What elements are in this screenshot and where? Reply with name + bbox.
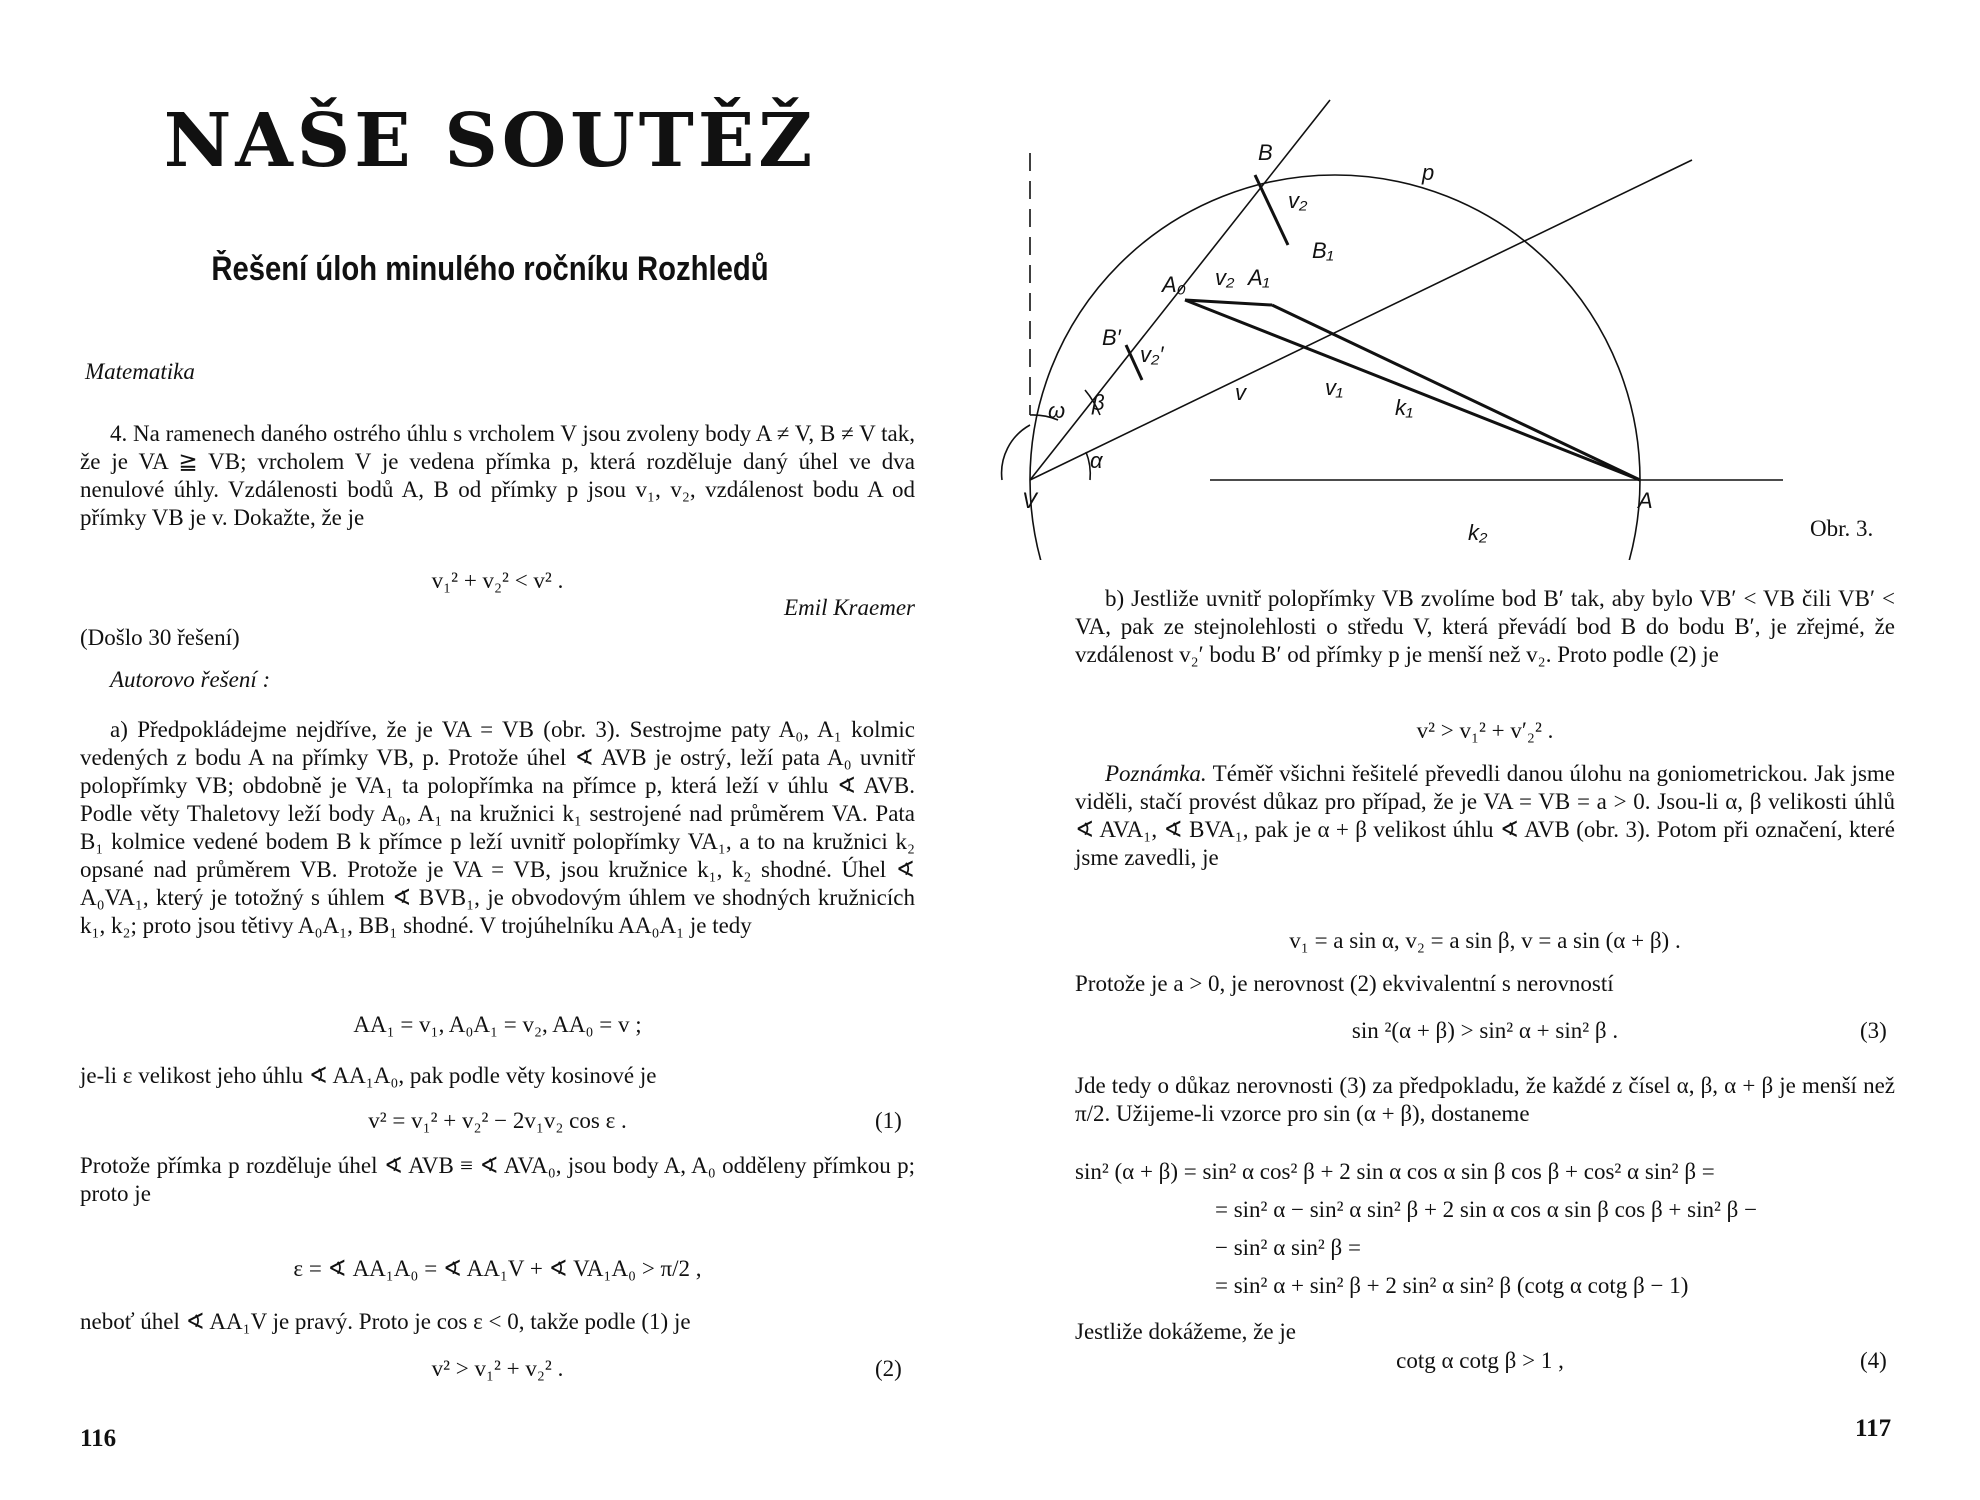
label-k1: k₁ bbox=[1395, 395, 1413, 420]
equation-1-number: (1) bbox=[875, 1108, 902, 1133]
expansion-line-2: = sin² α − sin² α sin² β + 2 sin α cos α sin β cos β + sin² β − bbox=[1215, 1197, 1758, 1222]
label-A0: A₀ bbox=[1162, 272, 1186, 297]
label-p: p bbox=[1422, 160, 1435, 185]
text-jestlize: Jestliže dokážeme, že je bbox=[1075, 1319, 1296, 1344]
equation-epsilon: ε = ∢ AA₁A₀ = ∢ AA₁V + ∢ VA₁A₀ > π/2 , bbox=[293, 1256, 702, 1281]
line-p bbox=[1030, 160, 1692, 480]
expansion-line-4: = sin² α + sin² β + 2 sin² α sin² β (cotg α cotg β − 1) bbox=[1215, 1273, 1689, 1298]
label-v2b: v₂ bbox=[1215, 265, 1235, 290]
equation-v: v₁ = a sin α, v₂ = a sin β, v = a sin (α + β) . bbox=[1289, 928, 1681, 953]
author-name: Emil Kraemer bbox=[784, 595, 915, 620]
equation-1: v² = v₁² + v₂² − 2v₁v₂ cos ε . bbox=[368, 1108, 627, 1133]
right-page bbox=[990, 0, 1980, 1500]
label-A: A bbox=[1638, 488, 1653, 513]
equation-2: v² > v₁² + v₂² . bbox=[431, 1356, 564, 1381]
page-title: NAŠE SOUTĚŽ bbox=[163, 98, 817, 184]
note-text: Téměř všichni řešitelé převedli danou úlohu na goniometrickou. Jak jsme viděli, stačí provést důkaz pro případ, že je VA = VB = a > 0. Jsou-li α, β velikosti úhlů ∢ AVA₁, ∢ BVA₁, pak je α + β velikost úhlu ∢ AVB (obr. 3). Potom při označení, které jsme zavedli, je bbox=[1075, 761, 1895, 870]
equation-4: cotg α cotg β > 1 , bbox=[1396, 1348, 1564, 1373]
figure-caption: Obr. 3. bbox=[1810, 516, 1874, 541]
problem-formula: v₁² + v₂² < v² . bbox=[431, 568, 564, 593]
label-v2: v₂ bbox=[1288, 188, 1308, 213]
segment-v bbox=[1185, 300, 1640, 480]
page-subtitle: Řešení úloh minulého ročníku Rozhledů bbox=[211, 250, 769, 288]
expansion-line-1: sin² (α + β) = sin² α cos² β + 2 sin α cos α sin β cos β + cos² α sin² β = bbox=[1075, 1159, 1715, 1184]
equation-3-number: (3) bbox=[1860, 1018, 1887, 1043]
label-B1: B₁ bbox=[1312, 238, 1334, 263]
text-nebot: neboť úhel ∢ AA₁V je pravý. Proto je cos ε < 0, takže podle (1) je bbox=[80, 1309, 691, 1334]
label-V: V bbox=[1022, 488, 1037, 513]
circle-k2-arc bbox=[1030, 480, 1640, 560]
note-block bbox=[1075, 760, 1895, 872]
equation-4-number: (4) bbox=[1860, 1348, 1887, 1373]
note-label: Poznámka. bbox=[1105, 761, 1207, 786]
right-angle-arc bbox=[1002, 425, 1030, 480]
text-epsilon: je-li ε velikost jeho úhlu ∢ AA₁A₀, pak podle věty kosinové je bbox=[80, 1063, 657, 1088]
page-number: 117 bbox=[1855, 1415, 1892, 1442]
paragraph-a: a) Předpokládejme nejdříve, že je VA = VB (obr. 3). Sestrojme paty A₀, A₁ kolmic vedených z bodu A na přímky VB, p. Protože úhel ∢ AVB je ostrý, leží pata A₀ uvnitř polopřímky VB; obdobně je VA₁ ta polopřímka na přímce p, která leží v úhlu ∢ AVB. Podle věty Thaletovy leží body A₀, A₁ na kružnici k₁ sestrojené nad průměrem VA. Pata B₁ kolmice vedené bodem B k přímce p leží uvnitř polopřímky VA₁, a to na kružnici k₂ opsané nad průměrem VB. Protože je VA = VB, jsou kružnice k₁, k₂ shodné. Úhel ∢ A₀VA₁, který je totožný s úhlem ∢ BVB₁, je obvodovým úhlem ve shodných kružnicích k₁, k₂; proto jsou tětivy A₀A₁, BB₁ shodné. V trojúhelníku AA₀A₁ je tedy bbox=[80, 717, 915, 938]
problem-text: 4. Na ramenech daného ostrého úhlu s vrcholem V jsou zvoleny body A ≠ V, B ≠ V tak, že je VA ≧ VB; vrcholem V je vedena přímka p, která rozděluje daný úhel ve dva nenulové úhly. Vzdálenosti bodů A, B od přímky p jsou v₁, v₂, vzdálenost bodu A od přímky VB je v. Dokažte, že je bbox=[80, 421, 915, 530]
page-number: 116 bbox=[80, 1425, 117, 1452]
label-v2-prime: v₂′ bbox=[1140, 342, 1164, 367]
received-count: (Došlo 30 řešení) bbox=[80, 625, 240, 650]
label-v: v bbox=[1235, 380, 1246, 405]
equation-3: sin ²(α + β) > sin² α + sin² β . bbox=[1351, 1018, 1619, 1043]
label-v1: v₁ bbox=[1325, 375, 1343, 400]
label-beta: β bbox=[1092, 390, 1105, 415]
text-a-positive: Protože je a > 0, je nerovnost (2) ekvivalentní s nerovností bbox=[1075, 971, 1614, 996]
paragraph-b: b) Jestliže uvnitř polopřímky VB zvolíme bod B′ tak, aby bylo VB′ < VB čili VB′ < VA, pak ze stejnolehlosti o středu V, která převádí bod B do bodu B′, je zřejmé, že vzdálenost v₂′ bodu B′ od přímky p je menší než v₂. Proto podle (2) je bbox=[1075, 586, 1895, 667]
label-A1: A₁ bbox=[1248, 265, 1270, 290]
label-alpha: α bbox=[1090, 448, 1103, 473]
equation-2-number: (2) bbox=[875, 1356, 902, 1381]
label-B-prime: B′ bbox=[1102, 325, 1121, 350]
equation-b: v² > v₁² + v′₂² . bbox=[1416, 718, 1554, 743]
expansion-line-3: − sin² α sin² β = bbox=[1215, 1235, 1361, 1260]
text-p: Protože přímka p rozděluje úhel ∢ AVB ≡ ∢ AVA₀, jsou body A, A₀ odděleny přímkou p; proto je bbox=[80, 1153, 915, 1206]
circle-k1-arc bbox=[1030, 175, 1640, 480]
text-jde: Jde tedy o důkaz nerovnosti (3) za předpokladu, že každé z čísel α, β, α + β je menší než π/2. Užijeme-li vzorce pro sin (α + β), dostaneme bbox=[1075, 1073, 1895, 1126]
label-B: B bbox=[1258, 140, 1273, 165]
segment-v2 bbox=[1255, 175, 1288, 245]
label-omega: ω bbox=[1048, 398, 1066, 423]
solution-heading: Autorovo řešení : bbox=[110, 667, 271, 692]
label-k2: k₂ bbox=[1468, 520, 1488, 545]
equation-triangle: AA₁ = v₁, A₀A₁ = v₂, AA₀ = v ; bbox=[353, 1012, 642, 1037]
section-label: Matematika bbox=[85, 359, 195, 384]
geometry-figure bbox=[990, 0, 1980, 560]
